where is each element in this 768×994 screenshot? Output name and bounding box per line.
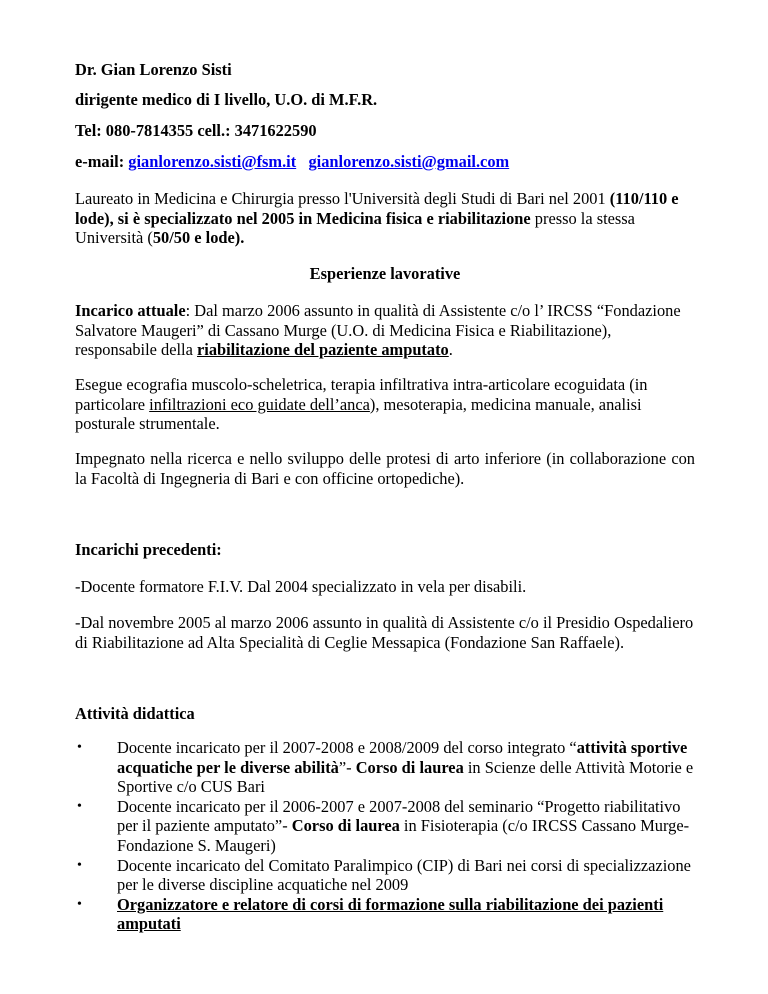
list-item: • Organizzatore e relatore di corsi di formazione sulla riabilitazione dei pazienti amputati xyxy=(77,894,664,934)
previous-item-fiv: -Docente formatore F.I.V. Dal 2004 specializzato in vela per disabili. xyxy=(75,577,527,596)
list-item: • Docente incaricato per il 2006-2007 e 2007-2008 del seminario “Progetto riabilitativo per il paziente amputato”- Corso di laurea in Fisioterapia (c/o IRCSS Cassano Murge- Fondazione S. Maugeri) xyxy=(77,796,690,855)
doctor-role: dirigente medico di I livello, U.O. di M.F.R. xyxy=(75,90,378,109)
email-link-gmail[interactable]: gianlorenzo.sisti@gmail.com xyxy=(308,152,510,171)
previous-item-san-raffaele: -Dal novembre 2005 al marzo 2006 assunto in qualità di Assistente c/o il Presidio Ospedaliero di Riabilitazione ad Alta Specialità di Ceglie Messapica (Fondazione San Raffaele). xyxy=(75,613,694,652)
experience-heading: Esperienze lavorative xyxy=(309,264,461,283)
current-position-paragraph: Incarico attuale: Dal marzo 2006 assunto in qualità di Assistente c/o l’ IRCSS “Fondazione Salvatore Maugeri” di Cassano Murge (U.O. di Medicina Fisica e Riabilitazione), responsabile della riabilitazione del paziente amputato. xyxy=(75,301,681,360)
phone-numbers: Tel: 080-7814355 cell.: 3471622590 xyxy=(75,121,317,140)
email-line: e-mail: gianlorenzo.sisti@fsm.it gianlorenzo.sisti@gmail.com xyxy=(75,152,510,171)
bullet-icon: • xyxy=(77,896,82,912)
doctor-name: Dr. Gian Lorenzo Sisti xyxy=(75,60,232,79)
teaching-heading: Attività didattica xyxy=(75,704,195,723)
bullet-icon: • xyxy=(77,740,82,755)
ultrasound-paragraph: Esegue ecografia muscolo-scheletrica, terapia infiltrativa intra-articolare ecoguidata (in particolare infiltrazioni eco guidate dell’anca), mesoterapia, medicina manuale, analisi posturale strumentale. xyxy=(75,375,648,434)
email-link-fsm[interactable]: gianlorenzo.sisti@fsm.it xyxy=(128,152,297,171)
list-item: • Docente incaricato per il 2007-2008 e 2008/2009 del corso integrato “attività sportive acquatiche per le diverse abilità”- Corso di laurea in Scienze delle Attività Motorie e Sportive c/o CUS Bari xyxy=(77,738,694,797)
bullet-icon: • xyxy=(77,857,82,873)
teaching-list xyxy=(75,738,695,934)
previous-heading: Incarichi precedenti: xyxy=(75,540,222,559)
intro-paragraph: Laureato in Medicina e Chirurgia presso l'Università degli Studi di Bari nel 2001 (110/110 e lode), si è specializzato nel 2005 in Medicina fisica e riabilitazione presso la stessa Università (50/50 e lode). xyxy=(75,189,679,248)
bullet-icon: • xyxy=(77,798,82,814)
research-paragraph: Impegnato nella ricerca e nello sviluppo delle protesi di arto inferiore (in collaborazione con la Facoltà di Ingegneria di Bari e con officine ortopediche). xyxy=(75,449,695,488)
list-item: • Docente incaricato del Comitato Paralimpico (CIP) di Bari nei corsi di specializzazione per le diverse discipline acquatiche nel 2009 xyxy=(77,855,691,895)
